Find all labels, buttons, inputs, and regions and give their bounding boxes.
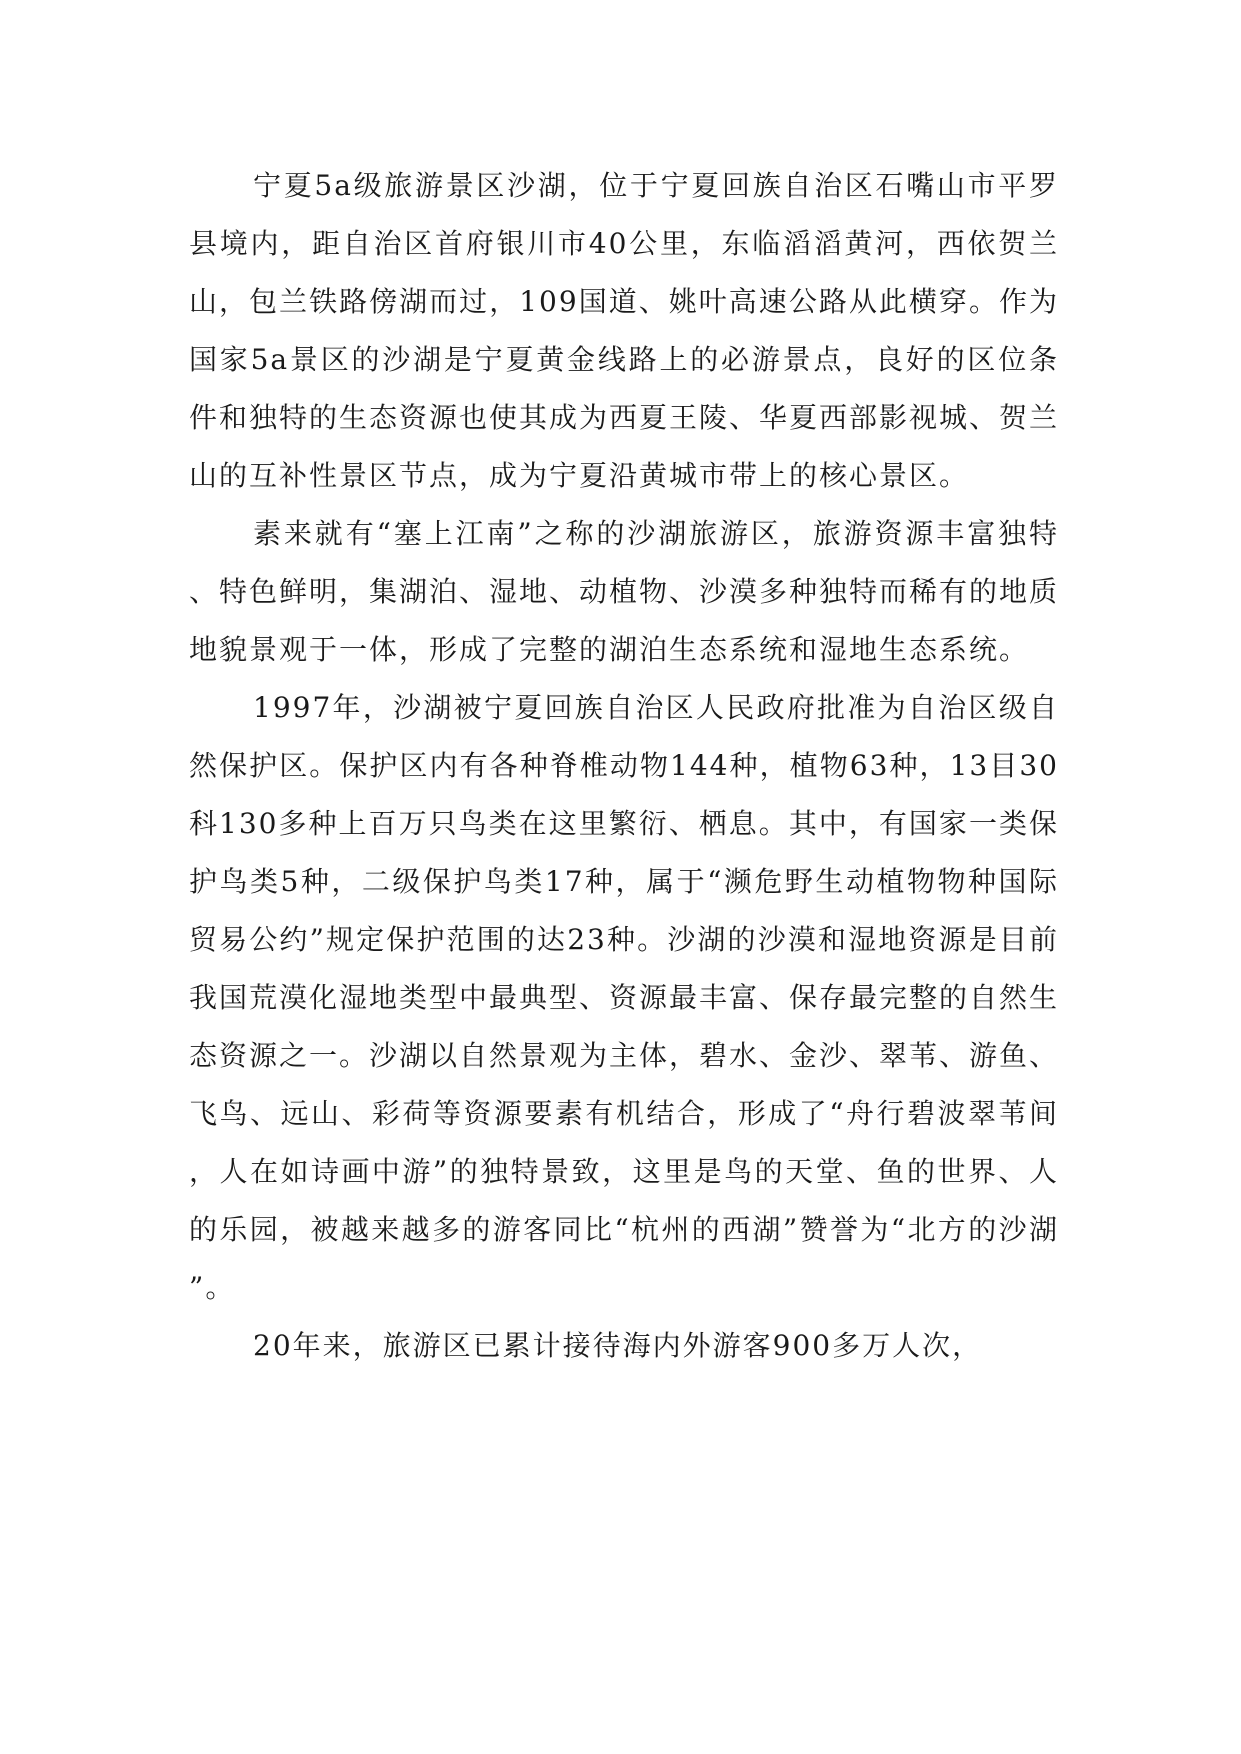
paragraph-resources: 素来就有“塞上江南”之称的沙湖旅游区，旅游资源丰富独特、特色鲜明，集湖泊、湿地、动植物、沙漠多种独特而稀有的地质地貌景观于一体，形成了完整的湖泊生态系统和湿地生态系统。 bbox=[189, 517, 1060, 666]
document-body bbox=[189, 157, 1059, 1375]
paragraph-visitors: 20年来，旅游区已累计接待海内外游客900多万人次， bbox=[253, 1329, 983, 1362]
paragraph-nature-reserve: 1997年，沙湖被宁夏回族自治区人民政府批准为自治区级自然保护区。保护区内有各种脊椎动物144种，植物63种，13目30科130多种上百万只鸟类在这里繁衍、栖息。其中，有国家一类保护鸟类5种，二级保护鸟类17种，属于“濒危野生动植物物种国际贸易公约”规定保护范围的达23种。沙湖的沙漠和湿地资源是目前我国荒漠化湿地类型中最典型、资源最丰富、保存最完整的自然生态资源之一。沙湖以自然景观为主体，碧水、金沙、翠苇、游鱼、飞鸟、远山、彩荷等资源要素有机结合，形成了“舟行碧波翠苇间，人在如诗画中游”的独特景致，这里是鸟的天堂、鱼的世界、人的乐园，被越来越多的游客同比“杭州的西湖”赞誉为“北方的沙湖”。 bbox=[189, 691, 1060, 1304]
paragraph-location: 宁夏5a级旅游景区沙湖，位于宁夏回族自治区石嘴山市平罗县境内，距自治区首府银川市40公里，东临滔滔黄河，西依贺兰山，包兰铁路傍湖而过，109国道、姚叶高速公路从此横穿。作为国家5a景区的沙湖是宁夏黄金线路上的必游景点，良好的区位条件和独特的生态资源也使其成为西夏王陵、华夏西部影视城、贺兰山的互补性景区节点，成为宁夏沿黄城市带上的核心景区。 bbox=[189, 169, 1060, 492]
